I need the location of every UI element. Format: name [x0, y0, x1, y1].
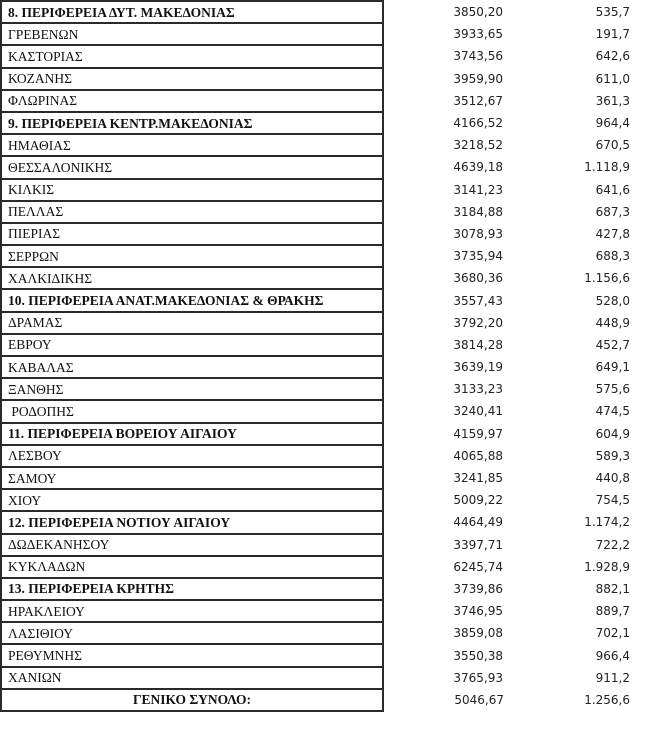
table-row: [1, 23, 630, 45]
value-column-1: 3133,23: [453, 382, 503, 397]
value-column-1: 4464,49: [453, 515, 503, 530]
table-row: [1, 134, 630, 156]
value-column-2: 1.118,9: [584, 160, 630, 175]
region-name: 10. ΠΕΡΙΦΕΡΕΙΑ ΑΝΑΤ.ΜΑΚΕΔΟΝΙΑΣ & ΘΡΑΚΗΣ: [1, 289, 383, 311]
table-row: [1, 179, 630, 201]
region-name: 11. ΠΕΡΙΦΕΡΕΙΑ ΒΟΡΕΙΟΥ ΑΙΓΑΙΟΥ: [1, 423, 383, 445]
value-column-2: 1.256,6: [584, 692, 630, 707]
value-column-2: 688,3: [595, 249, 630, 264]
prefecture-name: ΧΑΛΚΙΔΙΚΗΣ: [1, 267, 383, 289]
table-row: [1, 334, 630, 356]
table-row: [1, 556, 630, 578]
value-column-1: 3241,85: [453, 471, 503, 486]
prefecture-name: ΡΟΔΟΠΗΣ: [1, 400, 383, 422]
table-row: [1, 312, 630, 334]
prefecture-name: ΧΑΝΙΩΝ: [1, 667, 383, 689]
value-column-2: 535,7: [595, 5, 630, 20]
table-row: [1, 445, 630, 467]
table-row: [1, 467, 630, 489]
region-row: [1, 578, 630, 600]
value-column-2: 702,1: [595, 626, 630, 641]
prefecture-name: ΡΕΘΥΜΝΗΣ: [1, 644, 383, 666]
table-row: [1, 400, 630, 422]
value-column-1: 3765,93: [453, 670, 503, 685]
value-column-1: 3557,43: [453, 293, 503, 308]
value-column-2: 452,7: [595, 337, 630, 352]
value-column-2: 911,2: [595, 670, 630, 685]
table-row: [1, 156, 630, 178]
prefecture-name: ΛΑΣΙΘΙΟΥ: [1, 622, 383, 644]
value-column-2: 882,1: [595, 581, 630, 596]
grand-total-label: ΓΕΝΙΚΟ ΣΥΝΟΛΟ:: [1, 689, 383, 711]
value-column-1: 4639,18: [453, 160, 503, 175]
value-column-2: 964,4: [595, 116, 630, 131]
value-column-2: 642,6: [595, 49, 630, 64]
prefecture-name: ΗΡΑΚΛΕΙΟΥ: [1, 600, 383, 622]
table-row: [1, 534, 630, 556]
region-row: [1, 289, 630, 311]
prefecture-name: ΧΙΟΥ: [1, 489, 383, 511]
value-column-1: 3218,52: [453, 138, 503, 153]
prefecture-name: ΠΙΕΡΙΑΣ: [1, 223, 383, 245]
value-column-1: 3397,71: [453, 537, 503, 552]
prefecture-name: ΞΑΝΘΗΣ: [1, 378, 383, 400]
table-row: [1, 356, 630, 378]
region-row: [1, 112, 630, 134]
table-row: [1, 622, 630, 644]
region-row: [1, 423, 630, 445]
prefecture-name: ΚΥΚΛΑΔΩΝ: [1, 556, 383, 578]
table-row: [1, 90, 630, 112]
value-column-1: 3792,20: [453, 315, 503, 330]
value-column-1: 5046,67: [454, 692, 504, 707]
table-body: [1, 1, 630, 711]
value-column-2: 889,7: [595, 604, 630, 619]
prefecture-name: ΔΡΑΜΑΣ: [1, 312, 383, 334]
region-row: [1, 1, 630, 23]
table-row: [1, 201, 630, 223]
value-column-1: 3743,56: [453, 49, 503, 64]
value-column-2: 528,0: [595, 293, 630, 308]
value-column-2: 440,8: [595, 471, 630, 486]
prefecture-name: ΘΕΣΣΑΛΟΝΙΚΗΣ: [1, 156, 383, 178]
prefecture-name: ΣΑΜΟΥ: [1, 467, 383, 489]
prefecture-name: ΚΑΒΑΛΑΣ: [1, 356, 383, 378]
value-column-1: 3859,08: [453, 626, 503, 641]
grand-total-row: [1, 689, 630, 711]
prefecture-name: ΕΒΡΟΥ: [1, 334, 383, 356]
region-name: 8. ΠΕΡΙΦΕΡΕΙΑ ΔΥΤ. ΜΑΚΕΔΟΝΙΑΣ: [1, 1, 383, 23]
table-row: [1, 223, 630, 245]
value-column-1: 3850,20: [453, 5, 503, 20]
value-column-1: 3814,28: [453, 337, 503, 352]
value-column-2: 611,0: [595, 71, 630, 86]
prefecture-name: ΚΟΖΑΝΗΣ: [1, 68, 383, 90]
prefecture-name: ΦΛΩΡΙΝΑΣ: [1, 90, 383, 112]
value-column-1: 5009,22: [453, 493, 503, 508]
prefecture-name: ΚΑΣΤΟΡΙΑΣ: [1, 45, 383, 67]
table-row: [1, 644, 630, 666]
prefecture-name: ΗΜΑΘΙΑΣ: [1, 134, 383, 156]
value-column-2: 670,5: [595, 138, 630, 153]
value-column-1: 4166,52: [453, 116, 503, 131]
region-row: [1, 511, 630, 533]
value-column-1: 4159,97: [453, 426, 503, 441]
value-column-1: 3680,36: [453, 271, 503, 286]
value-column-1: 3639,19: [453, 360, 503, 375]
table-row: [1, 378, 630, 400]
value-column-2: 1.156,6: [584, 271, 630, 286]
value-column-2: 575,6: [595, 382, 630, 397]
prefecture-name: ΓΡΕΒΕΝΩΝ: [1, 23, 383, 45]
value-column-1: 3550,38: [453, 648, 503, 663]
value-column-2: 474,5: [595, 404, 630, 419]
prefecture-name: ΔΩΔΕΚΑΝΗΣΟΥ: [1, 534, 383, 556]
table-row: [1, 489, 630, 511]
table-row: [1, 600, 630, 622]
value-column-1: 3746,95: [453, 604, 503, 619]
value-column-1: 3184,88: [453, 204, 503, 219]
value-column-2: 754,5: [595, 493, 630, 508]
prefecture-name: ΛΕΣΒΟΥ: [1, 445, 383, 467]
value-column-1: 3512,67: [453, 93, 503, 108]
value-column-1: 3735,94: [453, 249, 503, 264]
prefecture-name: ΚΙΛΚΙΣ: [1, 179, 383, 201]
value-column-2: 1.928,9: [584, 559, 630, 574]
table-row: [1, 45, 630, 67]
value-column-1: 3141,23: [453, 182, 503, 197]
value-column-1: 3739,86: [453, 581, 503, 596]
value-column-1: 3078,93: [453, 226, 503, 241]
value-column-2: 604,9: [595, 426, 630, 441]
value-column-1: 3240,41: [453, 404, 503, 419]
value-column-1: 4065,88: [453, 448, 503, 463]
prefecture-name: ΠΕΛΛΑΣ: [1, 201, 383, 223]
value-column-2: 448,9: [595, 315, 630, 330]
value-column-2: 641,6: [595, 182, 630, 197]
value-column-2: 687,3: [595, 204, 630, 219]
region-name: 13. ΠΕΡΙΦΕΡΕΙΑ ΚΡΗΤΗΣ: [1, 578, 383, 600]
value-column-2: 361,3: [595, 93, 630, 108]
value-column-1: 3933,65: [453, 27, 503, 42]
value-column-1: 3959,90: [453, 71, 503, 86]
prefecture-name: ΣΕΡΡΩΝ: [1, 245, 383, 267]
value-column-2: 966,4: [595, 648, 630, 663]
table-row: [1, 667, 630, 689]
table-row: [1, 245, 630, 267]
region-name: 9. ΠΕΡΙΦΕΡΕΙΑ ΚΕΝΤΡ.ΜΑΚΕΔΟΝΙΑΣ: [1, 112, 383, 134]
table-row: [1, 68, 630, 90]
table-row: [1, 267, 630, 289]
value-column-1: 6245,74: [453, 559, 503, 574]
value-column-2: 427,8: [595, 226, 630, 241]
value-column-2: 191,7: [595, 27, 630, 42]
region-name: 12. ΠΕΡΙΦΕΡΕΙΑ ΝΟΤΙΟΥ ΑΙΓΑΙΟΥ: [1, 511, 383, 533]
value-column-2: 722,2: [595, 537, 630, 552]
value-column-2: 1.174,2: [584, 515, 630, 530]
value-column-2: 589,3: [595, 448, 630, 463]
value-column-2: 649,1: [595, 360, 630, 375]
